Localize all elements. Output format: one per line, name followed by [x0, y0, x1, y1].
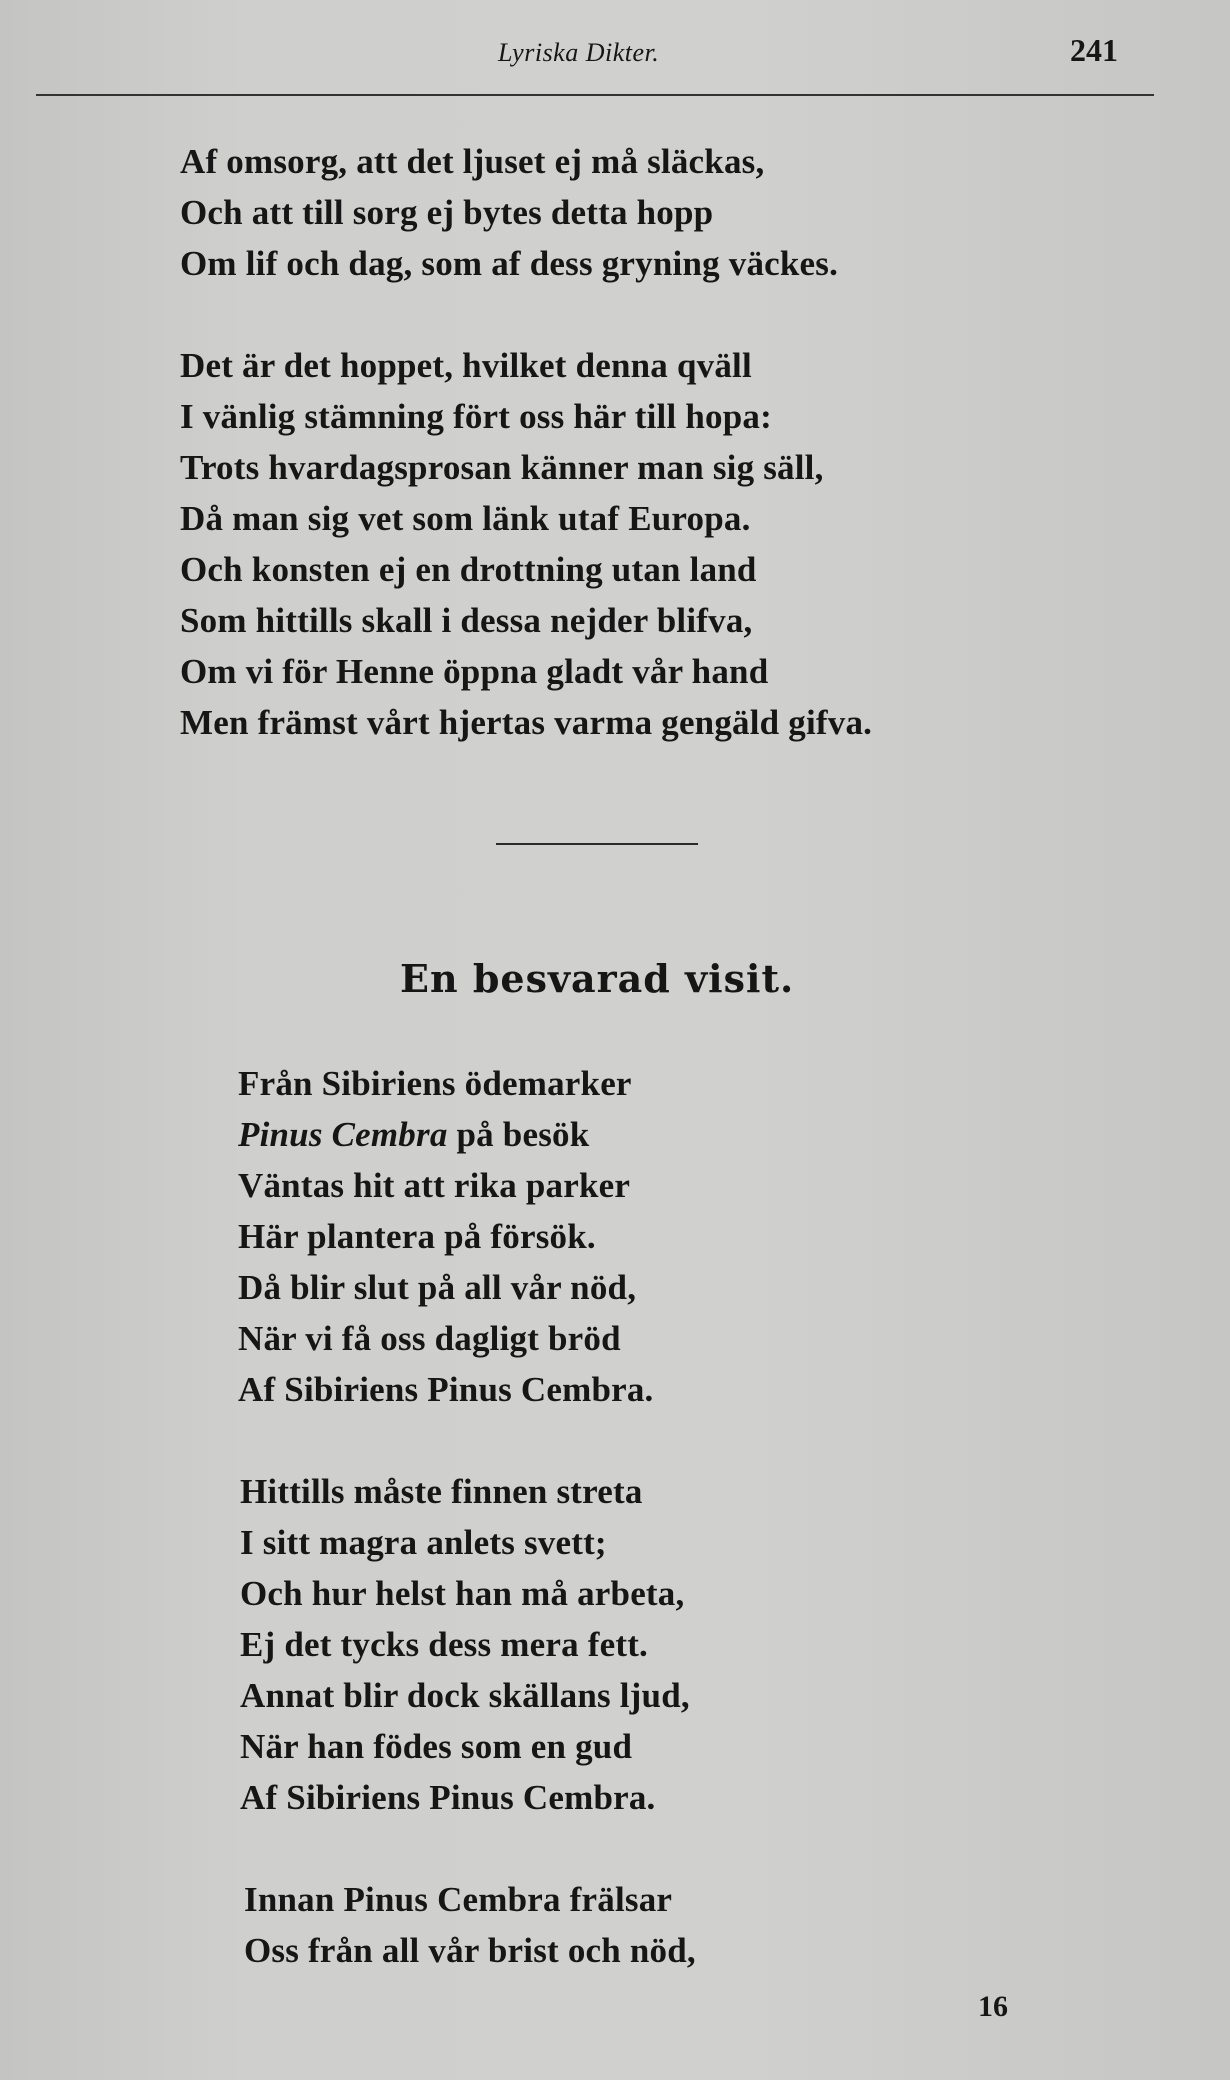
verse-line: När han födes som en gud [240, 1727, 633, 1766]
verse-line: Och att till sorg ej bytes detta hopp [180, 193, 714, 232]
stanza-5 [244, 1874, 696, 1976]
verse-line: När vi få oss dagligt bröd [238, 1319, 621, 1358]
header-rule [36, 94, 1154, 96]
verse-line: Men främst vårt hjertas varma gengäld gifva. [180, 703, 873, 742]
verse-line [238, 1109, 654, 1160]
verse-line: Det är det hoppet, hvilket denna qväll [180, 346, 752, 385]
verse-line: Och hur helst han må arbeta, [240, 1574, 685, 1613]
verse-line: I sitt magra anlets svett; [240, 1523, 607, 1562]
verse-line: Och konsten ej en drottning utan land [180, 550, 757, 589]
verse-line-rest: på besök [447, 1115, 590, 1154]
stanza-4 [240, 1466, 690, 1823]
verse-line: Här plantera på försök. [238, 1217, 596, 1256]
verse-line: Om vi för Henne öppna gladt vår hand [180, 652, 769, 691]
verse-line: Från Sibiriens ödemarker [238, 1064, 632, 1103]
verse-line: Om lif och dag, som af dess gryning väckes. [180, 244, 839, 283]
verse-line: Som hittills skall i dessa nejder blifva, [180, 601, 753, 640]
verse-line: Ej det tycks dess mera fett. [240, 1625, 648, 1664]
verse-line: Hittills måste finnen streta [240, 1472, 643, 1511]
running-title: Lyriska Dikter. [498, 38, 660, 67]
page-number: 241 [1070, 32, 1118, 68]
section-divider [496, 843, 698, 845]
running-header [0, 32, 1230, 72]
verse-line: Då blir slut på all vår nöd, [238, 1268, 637, 1307]
verse-line: Af omsorg, att det ljuset ej må släckas, [180, 142, 765, 181]
signature-mark: 16 [978, 1990, 1008, 2023]
poem-title: En besvarad visit. [400, 956, 795, 1001]
verse-line: Då man sig vet som länk utaf Europa. [180, 499, 751, 538]
stanza-1 [180, 136, 838, 289]
verse-line: I vänlig stämning fört oss här till hopa: [180, 397, 772, 436]
stanza-2 [180, 340, 872, 748]
verse-line: Annat blir dock skällans ljud, [240, 1676, 690, 1715]
italic-name: Pinus Cembra [238, 1115, 448, 1154]
verse-line: Innan Pinus Cembra frälsar [244, 1880, 673, 1919]
stanza-3 [238, 1058, 654, 1415]
verse-line: Oss från all vår brist och nöd, [244, 1931, 696, 1970]
verse-line: Af Sibiriens Pinus Cembra. [238, 1370, 654, 1409]
verse-line: Trots hvardagsprosan känner man sig säll, [180, 448, 824, 487]
verse-line: Väntas hit att rika parker [238, 1166, 631, 1205]
verse-line: Af Sibiriens Pinus Cembra. [240, 1778, 656, 1817]
